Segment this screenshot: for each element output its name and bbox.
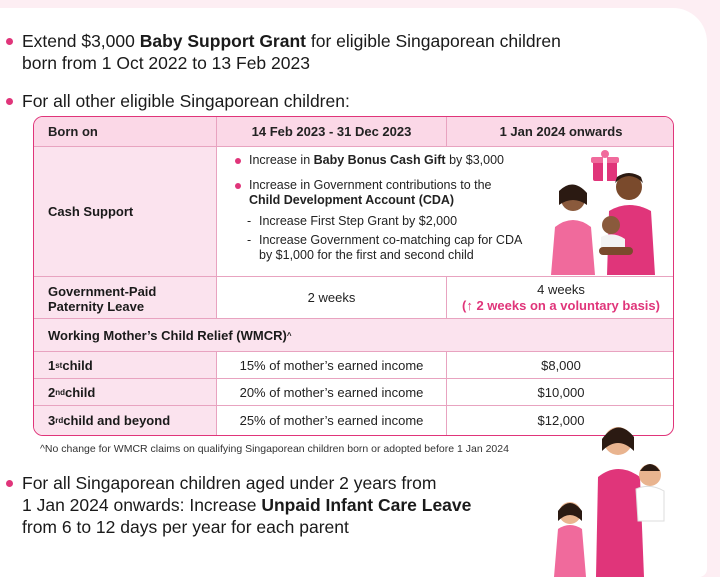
wmcr-row-2-2023: 20% of mother’s earned income — [217, 379, 447, 406]
wmcr-row-1-2024: $8,000 — [447, 352, 674, 379]
wmcr-row-1-2023: 15% of mother’s earned income — [217, 352, 447, 379]
list-dot — [235, 183, 241, 189]
bullet-dot — [6, 38, 13, 45]
gift-icon — [591, 150, 619, 181]
wmcr-row-2-2024: $10,000 — [447, 379, 674, 406]
bullet-infant-care-leave: For all Singaporean children aged under 2 years from 1 Jan 2024 onwards: Increase Unpaid Infant Care Leave from 6 to 12 days per year for each parent — [22, 472, 471, 538]
paternity-label: Government-Paid Paternity Leave — [34, 277, 217, 319]
cash-support-content — [217, 147, 674, 277]
infographic-card — [0, 8, 707, 577]
bullet-dot — [6, 98, 13, 105]
wmcr-row-3-label: 3 rd child and beyond — [34, 406, 217, 435]
paternity-2024-value: 4 weeks (↑ 2 weeks on a voluntary basis) — [447, 277, 674, 319]
cda-item: Increase in Government contributions to the Child Development Account (CDA) — [235, 178, 524, 208]
mother-body — [596, 469, 644, 577]
bullet-other-children: For all other eligible Singaporean children: — [22, 90, 350, 112]
baby-support-grant-text: Baby Support Grant — [139, 31, 306, 51]
wmcr-row-2-label: 2 nd child — [34, 379, 217, 406]
first-step-grant-item: - Increase First Step Grant by $2,000 — [247, 214, 458, 228]
mother-body — [551, 220, 595, 275]
co-matching-cap-item: - Increase Government co-matching cap for CDA by $1,000 for the first and second child — [247, 233, 522, 262]
wmcr-row-1-label: 1 st child — [34, 352, 217, 379]
wmcr-label: Working Mother’s Child Relief (WMCR) ^ — [34, 319, 674, 352]
footnote: ^No change for WMCR claims on qualifying Singaporean children born or adopted before 1 Jan 2024 — [40, 443, 509, 455]
bullet-baby-support-grant: Extend $3,000 Baby Support Grant for eligible Singaporean children born from 1 Oct 2022 to 13 Feb 2023 — [22, 30, 561, 74]
cash-support-label: Cash Support — [34, 147, 217, 277]
list-dot — [235, 158, 241, 164]
benefits-table — [33, 116, 674, 436]
family-illustration — [529, 147, 669, 275]
baby-head — [602, 216, 620, 234]
wmcr-row-3-2024: $12,000 — [537, 413, 585, 428]
cash-gift-item: Increase in Baby Bonus Cash Gift by $3,000 — [235, 153, 524, 168]
wmcr-row-3-2023: 25% of mother’s earned income — [217, 406, 447, 435]
bullet-dot — [6, 480, 13, 487]
mother-children-illustration — [546, 417, 676, 577]
header-born-on: Born on — [34, 117, 217, 147]
paternity-2023-value: 2 weeks — [217, 277, 447, 319]
header-2024-onwards: 1 Jan 2024 onwards — [447, 117, 674, 147]
header-2023-period: 14 Feb 2023 - 31 Dec 2023 — [217, 117, 447, 147]
child-body — [554, 525, 586, 577]
